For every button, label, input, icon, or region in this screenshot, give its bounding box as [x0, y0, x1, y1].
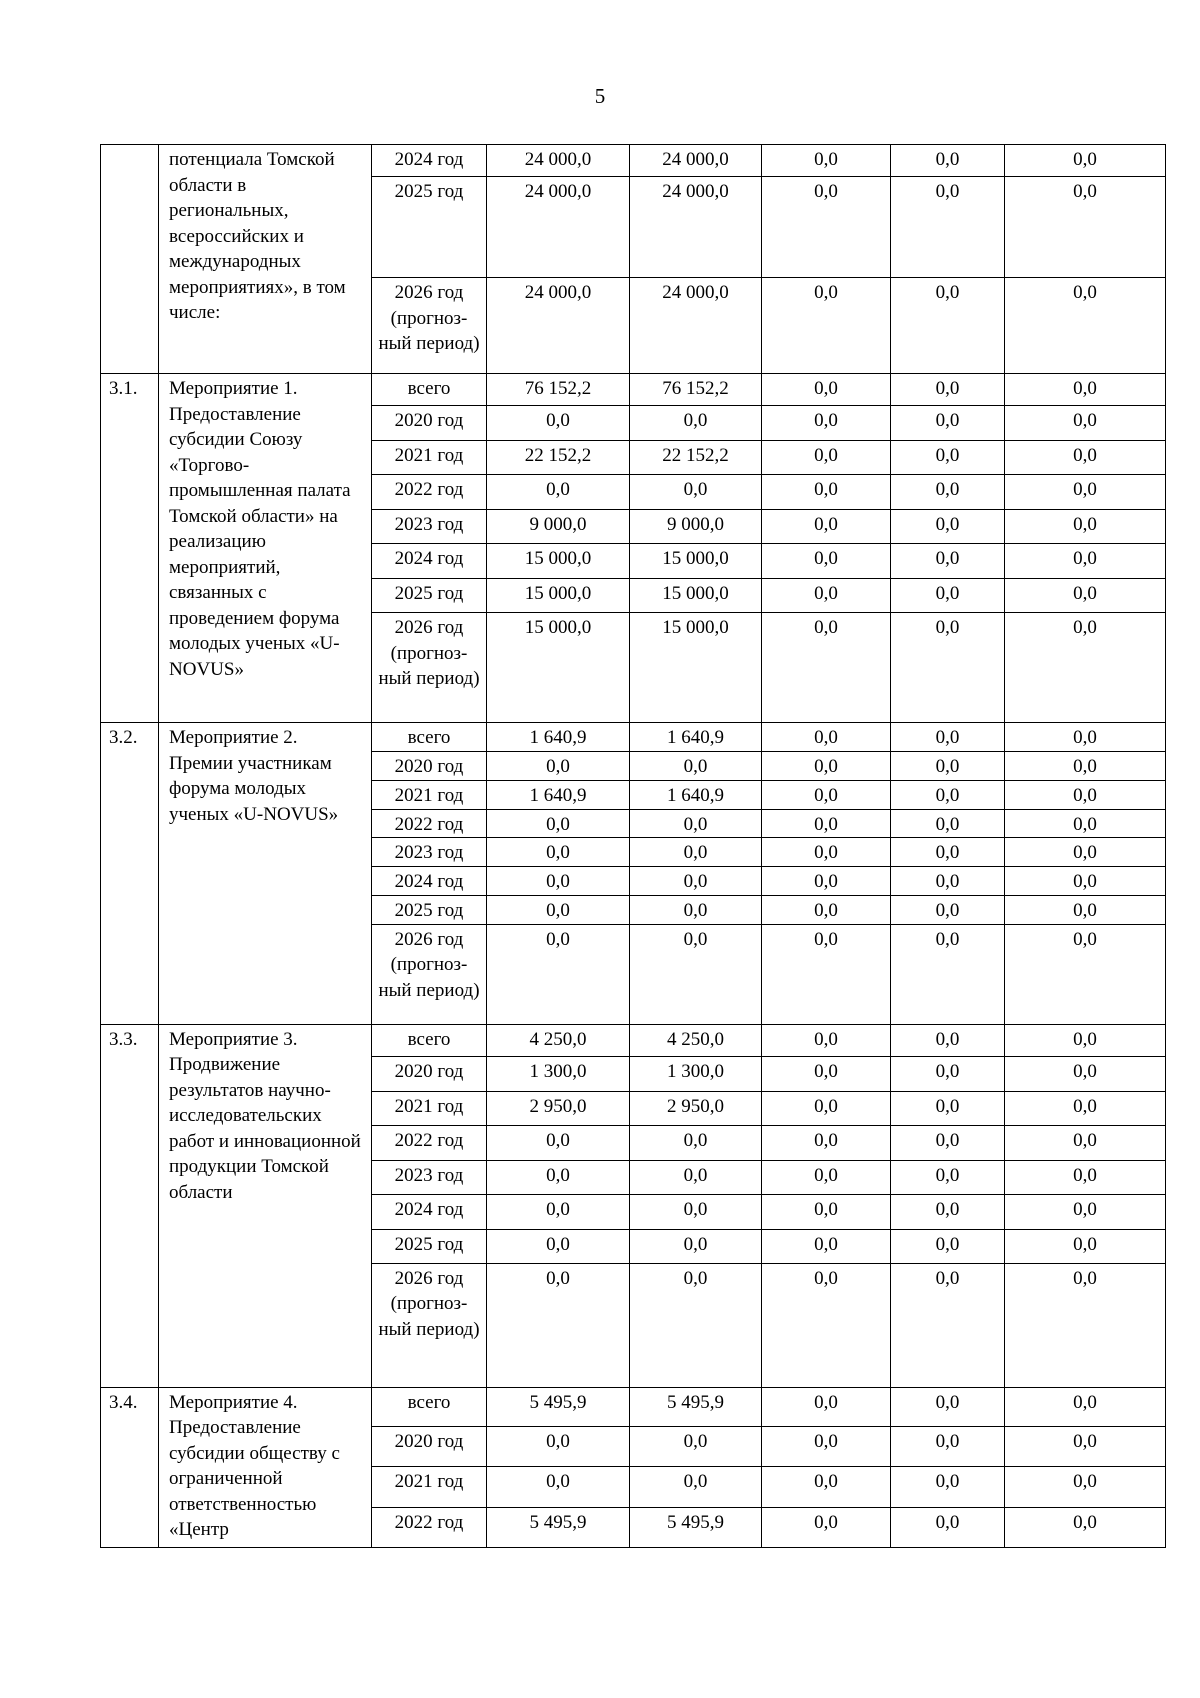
amount-cell: 0,0 [1005, 374, 1166, 406]
amount-cell: 0,0 [630, 1125, 762, 1160]
amount-cell: 0,0 [630, 1426, 762, 1466]
amount-cell: 0,0 [1005, 1160, 1166, 1194]
amount-cell: 0,0 [891, 406, 1005, 441]
period-label: 2022 год [372, 809, 487, 838]
amount-cell: 0,0 [891, 475, 1005, 510]
amount-cell: 0,0 [891, 1125, 1005, 1160]
amount-cell: 1 640,9 [630, 723, 762, 752]
period-label: 2023 год [372, 510, 487, 544]
amount-cell: 0,0 [891, 1091, 1005, 1125]
amount-cell: 0,0 [487, 1229, 630, 1263]
amount-cell: 0,0 [630, 924, 762, 1024]
amount-cell: 0,0 [630, 1194, 762, 1229]
amount-cell: 0,0 [762, 752, 891, 781]
amount-cell: 0,0 [1005, 1387, 1166, 1426]
amount-cell: 0,0 [891, 1466, 1005, 1507]
period-label: 2026 год (прогноз-ный период) [372, 1263, 487, 1387]
period-label: 2022 год [372, 1507, 487, 1547]
amount-cell: 1 640,9 [630, 780, 762, 809]
amount-cell: 5 495,9 [630, 1507, 762, 1547]
amount-cell: 76 152,2 [487, 374, 630, 406]
amount-cell: 0,0 [891, 1160, 1005, 1194]
amount-cell: 0,0 [891, 723, 1005, 752]
period-label: всего [372, 723, 487, 752]
amount-cell: 0,0 [1005, 924, 1166, 1024]
amount-cell: 0,0 [1005, 1426, 1166, 1466]
amount-cell: 5 495,9 [630, 1387, 762, 1426]
amount-cell: 15 000,0 [630, 613, 762, 723]
item-name: Мероприятие 4. Предоставление субсидии обществу с ограниченной ответственностью «Центр [159, 1387, 372, 1547]
item-name: Мероприятие 3. Продвижение результатов научно-исследовательских работ и инновационной продукции Томской области [159, 1024, 372, 1387]
amount-cell: 9 000,0 [487, 510, 630, 544]
amount-cell: 0,0 [1005, 895, 1166, 924]
amount-cell: 0,0 [487, 1194, 630, 1229]
amount-cell: 24 000,0 [487, 145, 630, 177]
amount-cell: 0,0 [630, 895, 762, 924]
amount-cell: 0,0 [762, 1091, 891, 1125]
amount-cell: 0,0 [487, 1466, 630, 1507]
period-label: 2026 год (прогноз-ный период) [372, 278, 487, 374]
amount-cell: 0,0 [891, 752, 1005, 781]
amount-cell: 5 495,9 [487, 1507, 630, 1547]
period-label: 2021 год [372, 1466, 487, 1507]
period-label: 2020 год [372, 1426, 487, 1466]
amount-cell: 0,0 [487, 752, 630, 781]
period-label: 2024 год [372, 544, 487, 579]
period-label: 2021 год [372, 1091, 487, 1125]
period-label: 2024 год [372, 1194, 487, 1229]
amount-cell: 0,0 [891, 809, 1005, 838]
amount-cell: 0,0 [891, 510, 1005, 544]
amount-cell: 0,0 [1005, 510, 1166, 544]
budget-table [100, 144, 1166, 1548]
amount-cell: 0,0 [1005, 838, 1166, 867]
amount-cell: 0,0 [762, 145, 891, 177]
amount-cell: 0,0 [1005, 441, 1166, 475]
amount-cell: 0,0 [487, 406, 630, 441]
amount-cell: 2 950,0 [630, 1091, 762, 1125]
amount-cell: 0,0 [487, 867, 630, 896]
amount-cell: 0,0 [630, 1263, 762, 1387]
amount-cell: 0,0 [762, 278, 891, 374]
amount-cell: 0,0 [1005, 579, 1166, 613]
amount-cell: 0,0 [1005, 867, 1166, 896]
amount-cell: 0,0 [891, 1024, 1005, 1056]
amount-cell: 76 152,2 [630, 374, 762, 406]
amount-cell: 22 152,2 [487, 441, 630, 475]
period-label: 2020 год [372, 406, 487, 441]
amount-cell: 0,0 [1005, 1263, 1166, 1387]
amount-cell: 0,0 [1005, 1091, 1166, 1125]
amount-cell: 0,0 [891, 374, 1005, 406]
amount-cell: 0,0 [891, 924, 1005, 1024]
amount-cell: 0,0 [1005, 723, 1166, 752]
period-label: всего [372, 1024, 487, 1056]
amount-cell: 2 950,0 [487, 1091, 630, 1125]
amount-cell: 0,0 [891, 1056, 1005, 1091]
period-label: всего [372, 374, 487, 406]
amount-cell: 0,0 [630, 809, 762, 838]
amount-cell: 0,0 [762, 895, 891, 924]
amount-cell: 0,0 [891, 544, 1005, 579]
amount-cell: 24 000,0 [630, 278, 762, 374]
amount-cell: 0,0 [1005, 1024, 1166, 1056]
period-label: 2026 год (прогноз-ный период) [372, 924, 487, 1024]
amount-cell: 5 495,9 [487, 1387, 630, 1426]
amount-cell: 4 250,0 [487, 1024, 630, 1056]
amount-cell: 0,0 [487, 895, 630, 924]
amount-cell: 0,0 [487, 838, 630, 867]
amount-cell: 0,0 [630, 867, 762, 896]
amount-cell: 0,0 [891, 1426, 1005, 1466]
amount-cell: 0,0 [762, 838, 891, 867]
amount-cell: 0,0 [487, 1125, 630, 1160]
amount-cell: 0,0 [630, 838, 762, 867]
amount-cell: 0,0 [762, 613, 891, 723]
amount-cell: 1 300,0 [487, 1056, 630, 1091]
item-number: 3.2. [101, 723, 159, 1025]
amount-cell: 0,0 [1005, 145, 1166, 177]
amount-cell: 0,0 [487, 475, 630, 510]
amount-cell: 0,0 [891, 278, 1005, 374]
amount-cell: 0,0 [762, 723, 891, 752]
amount-cell: 0,0 [762, 1263, 891, 1387]
amount-cell: 24 000,0 [487, 278, 630, 374]
table-row [101, 1024, 1166, 1056]
table-row [101, 145, 1166, 177]
amount-cell: 24 000,0 [487, 177, 630, 278]
amount-cell: 0,0 [891, 613, 1005, 723]
period-label: 2025 год [372, 579, 487, 613]
amount-cell: 15 000,0 [487, 613, 630, 723]
amount-cell: 1 640,9 [487, 780, 630, 809]
amount-cell: 0,0 [1005, 278, 1166, 374]
amount-cell: 0,0 [762, 1507, 891, 1547]
amount-cell: 24 000,0 [630, 145, 762, 177]
amount-cell: 0,0 [630, 1229, 762, 1263]
amount-cell: 0,0 [762, 510, 891, 544]
amount-cell: 0,0 [762, 374, 891, 406]
page-number: 5 [594, 84, 606, 108]
period-label: 2020 год [372, 1056, 487, 1091]
period-label: всего [372, 1387, 487, 1426]
amount-cell: 0,0 [487, 809, 630, 838]
amount-cell: 0,0 [891, 579, 1005, 613]
amount-cell: 0,0 [762, 1125, 891, 1160]
amount-cell: 0,0 [1005, 1229, 1166, 1263]
amount-cell: 0,0 [630, 1160, 762, 1194]
amount-cell: 0,0 [762, 1194, 891, 1229]
amount-cell: 0,0 [487, 1263, 630, 1387]
amount-cell: 0,0 [762, 780, 891, 809]
period-label: 2021 год [372, 780, 487, 809]
amount-cell: 0,0 [762, 924, 891, 1024]
amount-cell: 0,0 [762, 809, 891, 838]
amount-cell: 0,0 [1005, 1056, 1166, 1091]
amount-cell: 0,0 [1005, 177, 1166, 278]
amount-cell: 0,0 [762, 867, 891, 896]
period-label: 2023 год [372, 1160, 487, 1194]
amount-cell: 0,0 [891, 867, 1005, 896]
table-row [101, 1387, 1166, 1426]
amount-cell: 0,0 [630, 1466, 762, 1507]
amount-cell: 0,0 [1005, 1125, 1166, 1160]
item-number: 3.3. [101, 1024, 159, 1387]
item-number: 3.4. [101, 1387, 159, 1547]
period-label: 2022 год [372, 1125, 487, 1160]
amount-cell: 15 000,0 [630, 544, 762, 579]
amount-cell: 0,0 [762, 475, 891, 510]
item-number [101, 145, 159, 374]
amount-cell: 0,0 [891, 1387, 1005, 1426]
period-label: 2024 год [372, 867, 487, 896]
amount-cell: 0,0 [762, 1056, 891, 1091]
amount-cell: 0,0 [762, 177, 891, 278]
item-name: Мероприятие 2. Премии участникам форума молодых ученых «U-NOVUS» [159, 723, 372, 1025]
amount-cell: 15 000,0 [487, 544, 630, 579]
amount-cell: 0,0 [1005, 475, 1166, 510]
item-name: Мероприятие 1. Предоставление субсидии Союзу «Торгово-промышленная палата Томской области» на реализацию мероприятий, связанных с проведением форума молодых ученых «U-NOVUS» [159, 374, 372, 723]
amount-cell: 0,0 [487, 924, 630, 1024]
amount-cell: 0,0 [762, 579, 891, 613]
amount-cell: 0,0 [891, 441, 1005, 475]
amount-cell: 0,0 [762, 406, 891, 441]
amount-cell: 0,0 [630, 752, 762, 781]
amount-cell: 15 000,0 [630, 579, 762, 613]
amount-cell: 15 000,0 [487, 579, 630, 613]
amount-cell: 0,0 [891, 1194, 1005, 1229]
amount-cell: 0,0 [891, 1229, 1005, 1263]
amount-cell: 0,0 [1005, 809, 1166, 838]
amount-cell: 0,0 [762, 544, 891, 579]
period-label: 2025 год [372, 1229, 487, 1263]
amount-cell: 0,0 [1005, 780, 1166, 809]
amount-cell: 1 640,9 [487, 723, 630, 752]
table-row [101, 723, 1166, 752]
amount-cell: 0,0 [1005, 406, 1166, 441]
amount-cell: 0,0 [891, 1507, 1005, 1547]
period-label: 2022 год [372, 475, 487, 510]
period-label: 2025 год [372, 895, 487, 924]
amount-cell: 0,0 [891, 177, 1005, 278]
amount-cell: 0,0 [762, 1024, 891, 1056]
period-label: 2021 год [372, 441, 487, 475]
amount-cell: 0,0 [762, 1387, 891, 1426]
amount-cell: 0,0 [1005, 544, 1166, 579]
amount-cell: 0,0 [762, 441, 891, 475]
amount-cell: 0,0 [891, 145, 1005, 177]
period-label: 2023 год [372, 838, 487, 867]
amount-cell: 0,0 [1005, 1194, 1166, 1229]
amount-cell: 0,0 [762, 1426, 891, 1466]
table-body [101, 145, 1166, 1548]
amount-cell: 0,0 [1005, 752, 1166, 781]
amount-cell: 4 250,0 [630, 1024, 762, 1056]
amount-cell: 9 000,0 [630, 510, 762, 544]
amount-cell: 0,0 [762, 1160, 891, 1194]
amount-cell: 0,0 [630, 475, 762, 510]
amount-cell: 0,0 [1005, 613, 1166, 723]
amount-cell: 0,0 [891, 1263, 1005, 1387]
period-label: 2026 год (прогноз-ный период) [372, 613, 487, 723]
item-name: потенциала Томской области в региональных, всероссийских и международных мероприятиях», в том числе: [159, 145, 372, 374]
item-number: 3.1. [101, 374, 159, 723]
amount-cell: 0,0 [1005, 1466, 1166, 1507]
amount-cell: 0,0 [891, 838, 1005, 867]
amount-cell: 0,0 [487, 1160, 630, 1194]
amount-cell: 22 152,2 [630, 441, 762, 475]
amount-cell: 0,0 [762, 1466, 891, 1507]
amount-cell: 1 300,0 [630, 1056, 762, 1091]
amount-cell: 0,0 [1005, 1507, 1166, 1547]
amount-cell: 0,0 [487, 1426, 630, 1466]
amount-cell: 0,0 [630, 406, 762, 441]
period-label: 2020 год [372, 752, 487, 781]
amount-cell: 24 000,0 [630, 177, 762, 278]
amount-cell: 0,0 [891, 780, 1005, 809]
amount-cell: 0,0 [762, 1229, 891, 1263]
table-row [101, 374, 1166, 406]
period-label: 2025 год [372, 177, 487, 278]
period-label: 2024 год [372, 145, 487, 177]
amount-cell: 0,0 [891, 895, 1005, 924]
